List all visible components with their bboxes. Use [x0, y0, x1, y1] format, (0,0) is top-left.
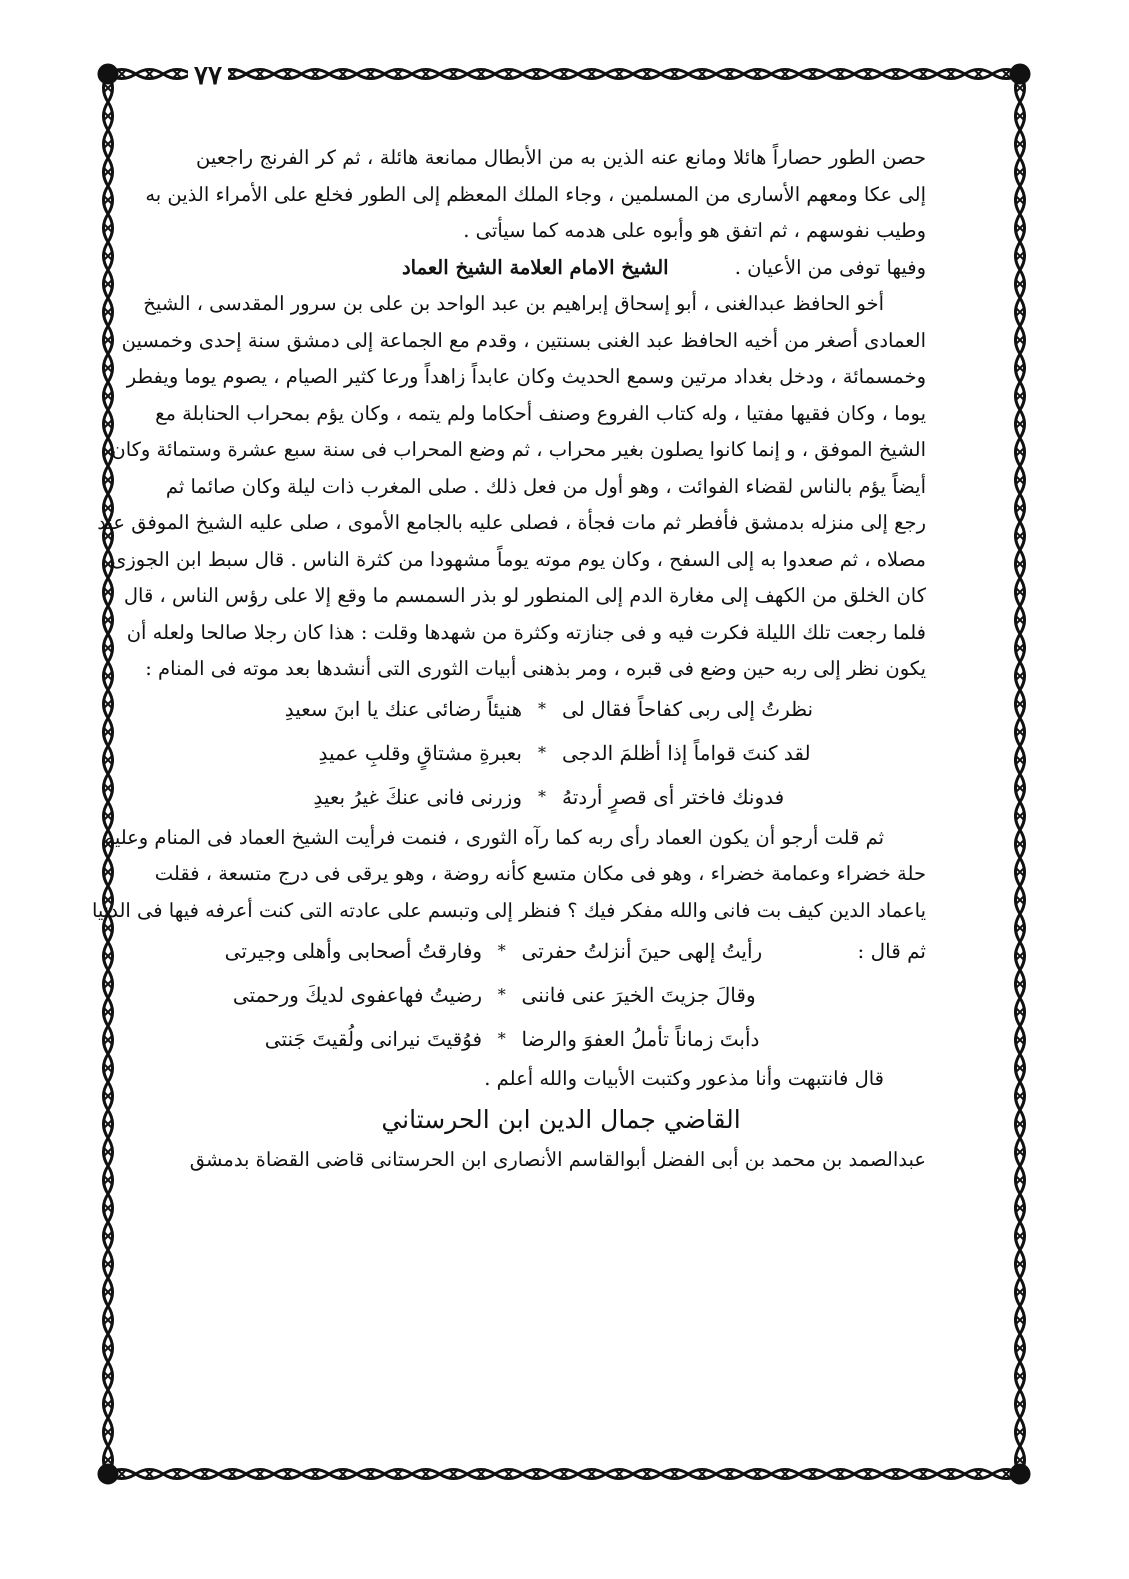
verse-first-hemistich: رأيتُ إلهى حينَ أنزلتُ حفرتى — [521, 938, 763, 963]
verse-second-hemistich: هنيئاً رضائى عنك يا ابنَ سعيدِ — [284, 697, 522, 722]
verse-first-hemistich: نظرتُ إلى ربى كفاحاً فقال لى — [562, 697, 814, 722]
text-line: ياعماد الدين كيف بت فانى والله مفكر فيك ؟ فنظر إلى وتبسم على عادته التى كنت أعرفه فيها فى الدنيا — [91, 898, 926, 922]
closing-line: قال فانتبهت وأنا مذعور وكتبت الأبيات والله أعلم . — [484, 1067, 884, 1090]
verse-second-hemistich: فوُقيتَ نيرانى ولُقيتَ جَنتى — [264, 1026, 483, 1051]
text-line: يكون نظر إلى ربه حين وضع فى قبره ، ومر بذهنى أبيات الثورى التى أنشدها بعد موته فى المنام : — [145, 657, 926, 680]
verse — [196, 1017, 926, 1061]
verse-first-hemistich: وقالَ جزيتَ الخيرَ عنى فاننى — [521, 982, 756, 1007]
dream-paragraph — [91, 820, 926, 930]
obituary-intro: وفيها توفى من الأعيان . — [734, 255, 926, 279]
poem-imad — [196, 929, 926, 1061]
poem-thawri — [196, 688, 926, 820]
final-line: عبدالصمد بن محمد بن أبى الفضل أبوالقاسم الأنصارى ابن الحرستانى قاضى القضاة بدمشق — [189, 1147, 926, 1171]
text-line: رجع إلى منزله بدمشق فأفطر ثم مات فجأة ، فصلى عليه بالجامع الأموى ، صلى عليه الشيخ الموفق عند — [97, 511, 926, 534]
verse-star: * — [538, 787, 546, 807]
text-line: يوما ، وكان فقيها مفتيا ، وله كتاب الفروع وصنف أحكاما ولم يتمه ، وكان يؤم بمحراب الحنابلة مع — [155, 401, 926, 425]
verse-star: * — [497, 1028, 506, 1048]
biography-paragraph — [97, 286, 926, 688]
verse-first-hemistich: لقد كنتَ قواماً إذا أظلمَ الدجى — [562, 741, 811, 766]
text-line: فلما رجعت تلك الليلة فكرت فيه و فى جنازته وكثرة من شهدها وقلت : هذا كان رجلا صالحا ولعله أن — [126, 620, 926, 644]
intro-paragraph — [145, 140, 926, 250]
page-number: ٧٧ — [188, 58, 228, 94]
verse-star: * — [497, 940, 506, 960]
verse-lead: ثم قال : — [857, 938, 926, 963]
verse-second-hemistich: رضيتُ فهاعفوى لديكَ ورحمتى — [232, 982, 483, 1007]
text-line: العمادى أصغر من أخيه الحافظ عبد الغنى بسنتين ، وقدم مع الجماعة إلى دمشق سنة إحدى وخمسين — [121, 328, 926, 352]
verse — [196, 973, 926, 1017]
verse — [196, 732, 926, 776]
text-line: وخمسمائة ، ودخل بغداد مرتين وسمع الحديث وكان عابداً زاهداً ورعا كثير الصيام ، يصوم يوما ويفطر — [126, 365, 926, 388]
text-line: ثم قلت أرجو أن يكون العماد رأى ربه كما رآه الثورى ، فنمت فرأيت الشيخ العماد فى المنام وعليه — [104, 825, 884, 849]
verse-star: * — [497, 984, 506, 1004]
verse-first-hemistich: فدونك فاختر أى قصرٍ أردتهُ — [562, 785, 785, 810]
text-line: كان الخلق من الكهف إلى مغارة الدم إلى المنطور لو بذر السمسم ما وقع إلا على رؤس الناس ، قال — [123, 584, 926, 607]
text-line: أخو الحافظ عبدالغنى ، أبو إسحاق إبراهيم بن عبد الواحد بن على بن سرور المقدسى ، الشيخ — [143, 292, 884, 315]
verse-star: * — [538, 699, 546, 719]
text-line: أيضاً يؤم بالناس لقضاء الفوائت ، وهو أول من فعل ذلك . صلى المغرب ذات ليلة وكان صائما ثم — [165, 474, 926, 498]
obituary-heading: الشيخ الامام العلامة الشيخ العماد — [401, 255, 669, 279]
text-line: الشيخ الموفق ، و إنما كانوا يصلون بغير محراب ، ثم وضع المحراب فى سنة سبع عشرة وستمائة وكان — [111, 438, 926, 461]
text-line: وطيب نفوسهم ، ثم اتفق هو وأبوه على هدمه كما سيأتى . — [463, 219, 926, 242]
verse — [196, 776, 926, 820]
page-text — [91, 140, 926, 1178]
verse-second-hemistich: بعبرةِ مشتاقٍ وقلبِ عميدِ — [318, 741, 522, 766]
verse-first-hemistich: دأبتَ زماناً تأملُ العفوَ والرضا — [521, 1026, 760, 1051]
verse-second-hemistich: وزرنى فانى عنكَ غيرُ بعيدِ — [313, 785, 522, 810]
text-line: مصلاه ، ثم صعدوا به إلى السفح ، وكان يوم موته يوماً مشهودا من كثرة الناس . قال سبط ابن الجوزى — [111, 547, 926, 571]
text-line: إلى عكا ومعهم الأسارى من المسلمين ، وجاء الملك المعظم إلى الطور فخلع على الأمراء الذين به — [145, 182, 926, 206]
verse-second-hemistich: وفارقتُ أصحابى وأهلى وجيرتى — [224, 938, 483, 963]
obituary-line — [196, 250, 926, 287]
verse — [196, 688, 926, 732]
section-title: القاضي جمال الدين ابن الحرستاني — [381, 1104, 741, 1134]
verse-star: * — [538, 743, 546, 763]
text-line: حصن الطور حصاراً هائلا ومانع عنه الذين به من الأبطال ممانعة هائلة ، ثم كر الفرنج راجعين — [196, 146, 926, 169]
verse — [196, 929, 926, 973]
text-line: حلة خضراء وعمامة خضراء ، وهو فى مكان متسع كأنه روضة ، وهو يرقى فى درج متسعة ، فقلت — [154, 862, 926, 885]
